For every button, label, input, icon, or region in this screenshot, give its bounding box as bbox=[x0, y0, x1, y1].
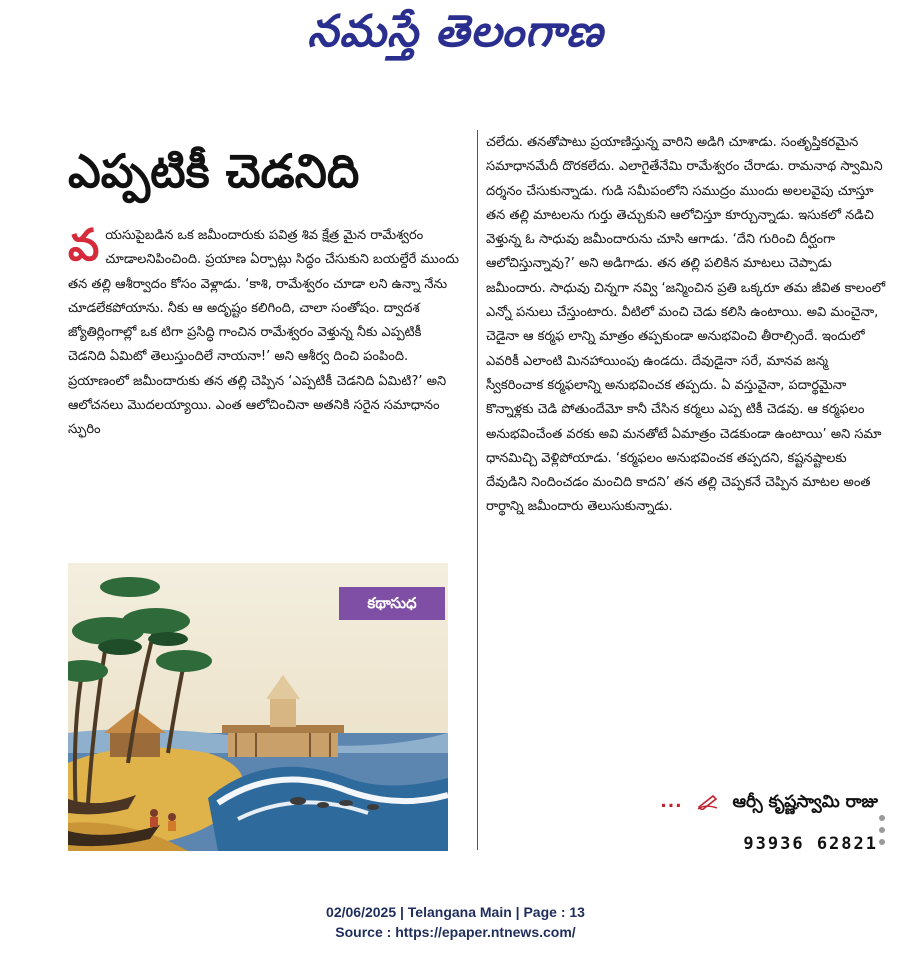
column-divider bbox=[477, 130, 478, 850]
story-illustration bbox=[68, 563, 448, 851]
right-column bbox=[486, 131, 886, 520]
article bbox=[58, 128, 886, 868]
left-column bbox=[68, 220, 460, 443]
right-paragraph: చలేదు. తనతోపాటు ప్రయాణిస్తున్న వారిని అడిగి చూశాడు. సంతృప్తికరమైన సమాధానమేదీ దొరకలేదు. ఎలాగైతేనేమి రామేశ్వరం చేరాడు. రామనాథ స్వామిని దర్శనం చేసుకున్నాడు. గుడి సమీపంలోని సముద్రం ముందు అలలవైపు చూస్తూ తన తల్లి మాటలను గుర్తు తెచ్చుకుని ఆలోచిస్తూ కూర్చున్నాడు. ఇసుకలో నడిచి వెళ్తున్న ఓ సాధువు జమీందారును చూసి ఆగాడు. ‘దేని గురించి దీర్ఘంగా ఆలోచిస్తున్నావు?’ అని అడిగాడు. తన తల్లి పలికిన మాటలు చెప్పాడు జమీందారు. సాధువు చిన్నగా నవ్వి ‘జన్మించిన ప్రతి ఒక్కరూ తమ జీవిత కాలంలో ఎన్నో పనులు చేస్తుంటారు. వీటిలో మంచి చెడు కలిసి ఉంటాయి. అవి మంచైనా, చెడైనా ఆ కర్మఫ లాన్ని మాత్రం తప్పకుండా అనుభవించి తీరాల్సిందే. ఇందులో ఎవరికీ ఎలాంటి మినహాయింపు ఉండదు. దేవుడైనా సరే, మానవ జన్మ స్వీకరించాక కర్మఫలాన్ని అనుభవించక తప్పదు. ఏ వస్తువైనా, పదార్థమైనా కొన్నాళ్లకు చెడి పోతుందేమో కానీ చేసిన కర్మలు ఎప్ప టికీ చెడవు. ఆ కర్మఫలం అనుభవించేంత వరకు అవి మనతోటే ఏమాత్రం చెడకుండా ఉంటాయి’ అని సమా ధానమిచ్చి వెళ్లిపోయాడు. ‘కర్మఫలం అనుభవించక తప్పదని, కష్టనష్టాలకు దేవుడిని నిందించడం మంచిది కాదని’ తన తల్లి చెప్పకనే చెప్పిన మాటల అంత రార్థాన్ని జమీందారు తెలుసుకున్నాడు. bbox=[486, 135, 886, 515]
left-paragraph: ప్రయాణంలో జమీందారుకు తన తల్లి చెప్పిన ‘ఎప్పటికీ చెడనిది ఏమిటి?’ అని ఆలోచనలు మొదలయ్యాయి. ఎంత ఆలోచించినా అతనికి సరైన సమాధానం స్ఫురిం bbox=[68, 373, 447, 438]
footer-edition-info: 02/06/2025 | Telangana Main | Page : 13 bbox=[326, 904, 585, 920]
left-paragraph bbox=[68, 220, 460, 370]
author-name: ఆర్సీ కృష్ణస్వామి రాజు bbox=[732, 792, 878, 812]
article-headline: ఎప్పటికీ చెడనిది bbox=[68, 144, 360, 198]
scroll-dots-icon[interactable] bbox=[876, 815, 888, 855]
byline-dots: ... bbox=[660, 792, 683, 812]
paragraph-text: యసుపైబడిన ఒక జమీందారుకు పవిత్ర శివ క్షేత్ర మైన రామేశ్వరం చూడాలనిపించింది. ప్రయాణ ఏర్పాట్లు సిద్ధం చేసుకుని బయల్దేరే ముందు తన తల్లి ఆశీర్వాదం కోసం వెళ్లాడు. ‘కాశి, రామేశ్వరం చూడా లని ఉన్నా నేను చూడలేకపోయాను. నీకు ఆ అదృష్టం కలిగింది, చాలా సంతోషం. ద్వాదశ జ్యోతిర్లింగాల్లో ఒక టిగా ప్రసిద్ధి గాంచిన రామేశ్వరం వెళ్తున్న నీకు ఎప్పటికీ చెడనిది ఏమిటో తెలుస్తుందిలే నాయనా!’ అని ఆశీర్వ దించి పంపింది. bbox=[68, 228, 460, 365]
footer-source-link[interactable]: Source : https://epaper.ntnews.com/ bbox=[335, 924, 576, 940]
dropcap-letter: వ bbox=[68, 220, 100, 271]
newspaper-masthead: నమస్తే తెలంగాణ bbox=[307, 6, 604, 57]
pen-icon bbox=[697, 794, 719, 810]
story-category-badge: కథాసుధ bbox=[339, 587, 445, 620]
byline bbox=[578, 792, 878, 816]
author-phone: 93936 62821 bbox=[743, 834, 878, 854]
